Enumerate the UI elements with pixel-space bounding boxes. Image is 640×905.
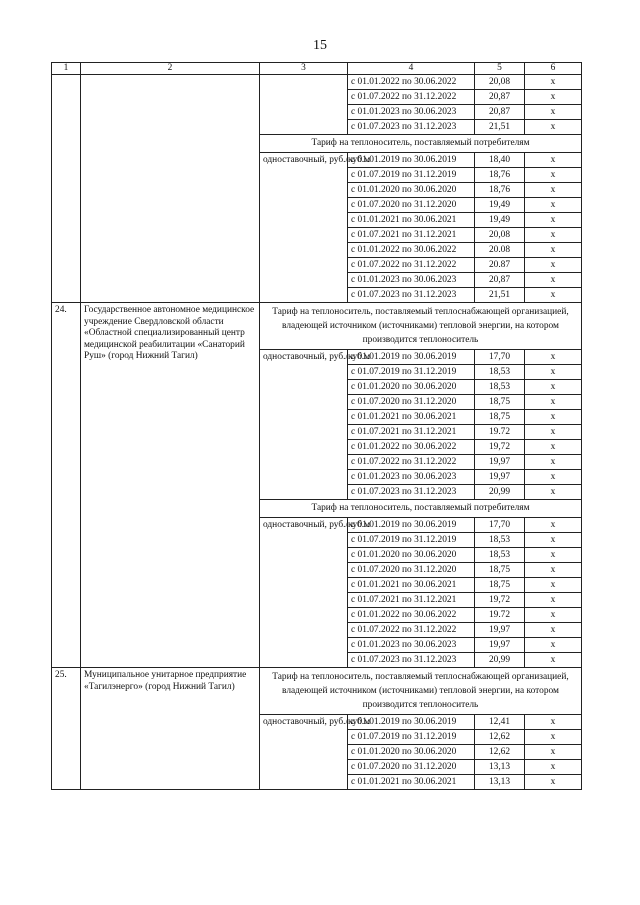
col6-cell: х (525, 653, 582, 668)
period-cell: с 01.01.2023 по 30.06.2023 (348, 273, 475, 288)
period-cell: с 01.07.2020 по 31.12.2020 (348, 760, 475, 775)
col6-cell: х (525, 470, 582, 485)
tariff-value-cell: 20,08 (475, 75, 525, 90)
col6-cell: х (525, 608, 582, 623)
tariff-value-cell: 17,70 (475, 518, 525, 533)
tariff-value-cell: 19,49 (475, 198, 525, 213)
col6-cell: х (525, 593, 582, 608)
period-cell: с 01.07.2020 по 31.12.2020 (348, 198, 475, 213)
period-cell: с 01.01.2023 по 30.06.2023 (348, 105, 475, 120)
col6-cell: х (525, 623, 582, 638)
tariff-value-cell: 19,97 (475, 470, 525, 485)
col6-cell: х (525, 243, 582, 258)
col6-cell: х (525, 455, 582, 470)
period-cell: с 01.01.2022 по 30.06.2022 (348, 608, 475, 623)
entry-number-cell: 25. (52, 668, 81, 790)
col6-cell: х (525, 273, 582, 288)
col6-cell: х (525, 563, 582, 578)
period-cell: с 01.07.2023 по 31.12.2023 (348, 120, 475, 135)
tariff-value-cell: 13,13 (475, 760, 525, 775)
tariff-value-cell: 18,40 (475, 153, 525, 168)
tariff-value-cell: 20,08 (475, 228, 525, 243)
tariff-value-cell: 20,87 (475, 273, 525, 288)
period-cell: с 01.01.2019 по 30.06.2019 (348, 715, 475, 730)
period-cell: с 01.07.2019 по 31.12.2019 (348, 533, 475, 548)
unit-cell: одноставочный, руб./куб.м (260, 153, 348, 303)
tariff-value-cell: 18,76 (475, 168, 525, 183)
unit-cell: одноставочный, руб./куб.м (260, 350, 348, 500)
page-number: 15 (313, 38, 327, 53)
col6-cell: х (525, 745, 582, 760)
tariff-value-cell: 21,51 (475, 288, 525, 303)
col6-cell: х (525, 105, 582, 120)
entry-name-cell: Муниципальное унитарное предприятие «Тагилэнерго» (город Нижний Тагил) (81, 668, 260, 790)
period-cell: с 01.01.2022 по 30.06.2022 (348, 243, 475, 258)
col6-cell: х (525, 365, 582, 380)
tariff-value-cell: 20,87 (475, 90, 525, 105)
col6-cell: х (525, 380, 582, 395)
unit-cell (260, 75, 348, 135)
tariff-value-cell: 19,97 (475, 638, 525, 653)
header-cell: 3 (260, 63, 348, 75)
tariff-value-cell: 18,53 (475, 380, 525, 395)
period-cell: с 01.01.2020 по 30.06.2020 (348, 380, 475, 395)
tariff-value-cell: 18,53 (475, 365, 525, 380)
col6-cell: х (525, 90, 582, 105)
tariff-value-cell: 12,41 (475, 715, 525, 730)
tariff-value-cell: 13,13 (475, 775, 525, 790)
col6-cell: х (525, 350, 582, 365)
tariff-value-cell: 18,75 (475, 395, 525, 410)
tariff-value-cell: 17,70 (475, 350, 525, 365)
period-cell: с 01.07.2021 по 31.12.2021 (348, 425, 475, 440)
entry-number-cell (52, 75, 81, 303)
tariff-value-cell: 18,53 (475, 548, 525, 563)
col6-cell: х (525, 198, 582, 213)
period-cell: с 01.07.2021 по 31.12.2021 (348, 228, 475, 243)
period-cell: с 01.01.2021 по 30.06.2021 (348, 775, 475, 790)
col6-cell: х (525, 775, 582, 790)
period-cell: с 01.01.2021 по 30.06.2021 (348, 410, 475, 425)
tariff-value-cell: 20,99 (475, 653, 525, 668)
tariff-value-cell: 18,75 (475, 578, 525, 593)
entry-name-cell: Государственное автономное медицинское учреждение Свердловской области «Областной специализированный центр медицинской реабилитации «Санаторий Руш» (город Нижний Тагил) (81, 303, 260, 668)
period-cell: с 01.01.2021 по 30.06.2021 (348, 578, 475, 593)
tariff-value-cell: 19,72 (475, 593, 525, 608)
col6-cell: х (525, 75, 582, 90)
period-cell: с 01.01.2023 по 30.06.2023 (348, 638, 475, 653)
col6-cell: х (525, 183, 582, 198)
tariff-value-cell: 18,75 (475, 563, 525, 578)
period-cell: с 01.07.2022 по 31.12.2022 (348, 258, 475, 273)
period-cell: с 01.07.2023 по 31.12.2023 (348, 485, 475, 500)
header-cell: 1 (52, 63, 81, 75)
period-cell: с 01.07.2019 по 31.12.2019 (348, 168, 475, 183)
col6-cell: х (525, 410, 582, 425)
tariff-table (51, 62, 582, 790)
period-cell: с 01.07.2022 по 31.12.2022 (348, 90, 475, 105)
tariff-value-cell: 20.87 (475, 258, 525, 273)
section-header-row (52, 303, 582, 350)
period-cell: с 01.07.2019 по 31.12.2019 (348, 365, 475, 380)
header-cell: 2 (81, 63, 260, 75)
col6-cell: х (525, 548, 582, 563)
period-cell: с 01.07.2020 по 31.12.2020 (348, 395, 475, 410)
col6-cell: х (525, 533, 582, 548)
col6-cell: х (525, 518, 582, 533)
period-cell: с 01.01.2022 по 30.06.2022 (348, 75, 475, 90)
col6-cell: х (525, 578, 582, 593)
period-cell: с 01.01.2019 по 30.06.2019 (348, 518, 475, 533)
section-header-row (52, 668, 582, 715)
col6-cell: х (525, 440, 582, 455)
section-header-cell: Тариф на теплоноситель, поставляемый теплоснабжающей организацией, владеющей источником (источниками) тепловой энергии, на котором производится теплоноситель (260, 668, 582, 715)
period-cell: с 01.07.2020 по 31.12.2020 (348, 563, 475, 578)
period-cell: с 01.01.2021 по 30.06.2021 (348, 213, 475, 228)
tariff-value-cell: 21,51 (475, 120, 525, 135)
table-row (52, 75, 582, 90)
period-cell: с 01.01.2023 по 30.06.2023 (348, 470, 475, 485)
entry-name-cell (81, 75, 260, 303)
tariff-value-cell: 18,75 (475, 410, 525, 425)
period-cell: с 01.01.2020 по 30.06.2020 (348, 548, 475, 563)
tariff-value-cell: 18,76 (475, 183, 525, 198)
entry-number-cell: 24. (52, 303, 81, 668)
col6-cell: х (525, 485, 582, 500)
section-header-cell: Тариф на теплоноситель, поставляемый потребителям (260, 500, 582, 518)
tariff-value-cell: 19,72 (475, 440, 525, 455)
col6-cell: х (525, 730, 582, 745)
tariff-value-cell: 19,97 (475, 455, 525, 470)
header-cell: 4 (348, 63, 475, 75)
period-cell: с 01.07.2023 по 31.12.2023 (348, 288, 475, 303)
period-cell: с 01.07.2022 по 31.12.2022 (348, 623, 475, 638)
tariff-value-cell: 19.72 (475, 425, 525, 440)
tariff-value-cell: 19.72 (475, 608, 525, 623)
tariff-value-cell: 12,62 (475, 745, 525, 760)
section-header-cell: Тариф на теплоноситель, поставляемый потребителям (260, 135, 582, 153)
tariff-value-cell: 20,87 (475, 105, 525, 120)
col6-cell: х (525, 288, 582, 303)
col6-cell: х (525, 715, 582, 730)
period-cell: с 01.07.2019 по 31.12.2019 (348, 730, 475, 745)
period-cell: с 01.01.2019 по 30.06.2019 (348, 350, 475, 365)
col6-cell: х (525, 120, 582, 135)
col6-cell: х (525, 228, 582, 243)
section-header-cell: Тариф на теплоноситель, поставляемый теплоснабжающей организацией, владеющей источником (источниками) тепловой энергии, на котором производится теплоноситель (260, 303, 582, 350)
period-cell: с 01.01.2022 по 30.06.2022 (348, 440, 475, 455)
col6-cell: х (525, 168, 582, 183)
header-row (52, 63, 582, 75)
period-cell: с 01.07.2023 по 31.12.2023 (348, 653, 475, 668)
tariff-value-cell: 12,62 (475, 730, 525, 745)
col6-cell: х (525, 638, 582, 653)
unit-cell: одноставочный, руб./куб.м (260, 715, 348, 790)
col6-cell: х (525, 258, 582, 273)
col6-cell: х (525, 395, 582, 410)
header-cell: 5 (475, 63, 525, 75)
unit-cell: одноставочный, руб./куб.м (260, 518, 348, 668)
tariff-value-cell: 20,99 (475, 485, 525, 500)
period-cell: с 01.01.2019 по 30.06.2019 (348, 153, 475, 168)
col6-cell: х (525, 153, 582, 168)
tariff-value-cell: 19,49 (475, 213, 525, 228)
tariff-value-cell: 19,97 (475, 623, 525, 638)
tariff-value-cell: 18,53 (475, 533, 525, 548)
header-cell: 6 (525, 63, 582, 75)
period-cell: с 01.07.2021 по 31.12.2021 (348, 593, 475, 608)
period-cell: с 01.01.2020 по 30.06.2020 (348, 183, 475, 198)
col6-cell: х (525, 425, 582, 440)
tariff-value-cell: 20.08 (475, 243, 525, 258)
period-cell: с 01.01.2020 по 30.06.2020 (348, 745, 475, 760)
col6-cell: х (525, 213, 582, 228)
col6-cell: х (525, 760, 582, 775)
period-cell: с 01.07.2022 по 31.12.2022 (348, 455, 475, 470)
